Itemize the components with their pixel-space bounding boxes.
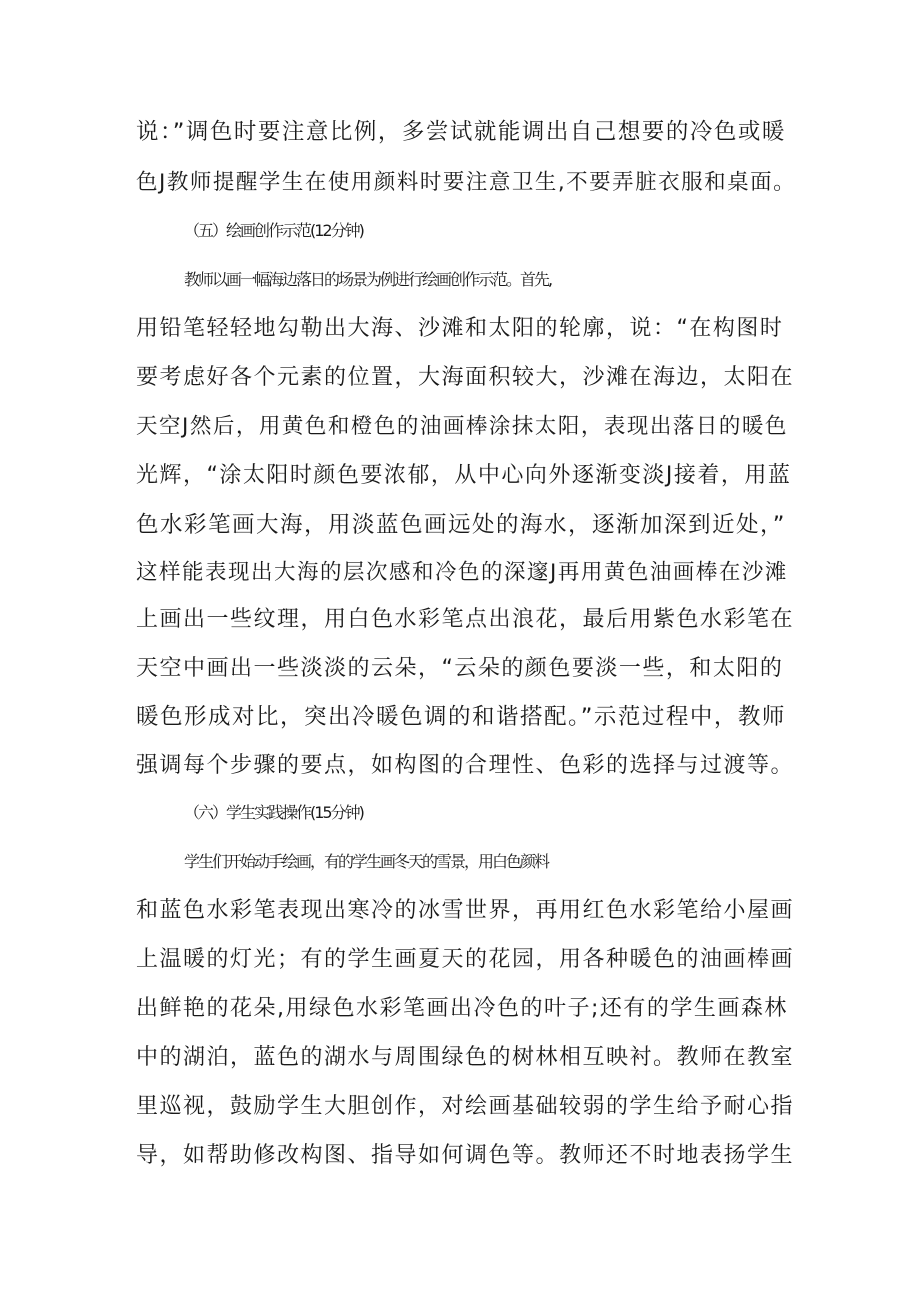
text-line: 强调每个步骤的要点，如构图的合理性、色彩的选择与过渡等。: [136, 753, 795, 778]
text-line: 天空J然后，用黄色和橙色的油画棒涂抹太阳，表现出落日的暖色: [136, 414, 788, 439]
text-line: 学生们开始动手绘画，有的学生画冬天的雪景，用白色颜料: [184, 852, 549, 871]
section-heading: （五）绘画创作示范(12分钟): [184, 221, 363, 240]
text-line: 里巡视，鼓励学生大胆创作，对绘画基础较弱的学生给予耐心指: [136, 1094, 795, 1119]
text-line: 色J教师提醒学生在使用颜料时要注意卫生,不要弄脏衣服和桌面。: [136, 170, 797, 195]
text-line: 暖色形成对比，突出冷暖色调的和谐搭配。”示范过程中，教师: [136, 704, 786, 730]
text-line: 导，如帮助修改构图、指导如何调色等。教师还不时地表扬学生: [136, 1143, 795, 1168]
text-line: 用铅笔轻轻地勾勒出大海、沙滩和太阳的轮廓，说：“在构图时: [136, 316, 784, 341]
text-line: 出鲜艳的花朵,用绿色水彩笔画出冷色的叶子;还有的学生画森林: [136, 996, 788, 1021]
text-line: 中的湖泊，蓝色的湖水与周围绿色的树林相互映衬。教师在教室: [136, 1045, 795, 1070]
text-line: 要考虑好各个元素的位置，大海面积较大，沙滩在海边，太阳在: [136, 365, 795, 390]
text-line: 教师以画一幅海边落日的场景为例进行绘画创作示范。首先,: [184, 270, 552, 289]
text-line: 这样能表现出大海的层次感和冷色的深邃J再用黄色油画棒在沙滩: [136, 560, 788, 585]
text-line: 上温暖的灯光；有的学生画夏天的花园，用各种暖色的油画棒画: [136, 947, 795, 972]
text-line: 和蓝色水彩笔表现出寒冷的冰雪世界，再用红色水彩笔给小屋画: [136, 898, 795, 923]
section-heading: （六）学生实践操作(15分钟): [184, 803, 363, 822]
text-line: 色水彩笔画大海，用淡蓝色画远处的海水，逐渐加深到近处，”: [136, 512, 786, 538]
text-line: 说：”调色时要注意比例，多尝试就能调出自己想要的冷色或暖: [136, 119, 786, 145]
text-line: 上画出一些纹理，用白色水彩笔点出浪花，最后用紫色水彩笔在: [136, 607, 795, 632]
text-line: 天空中画出一些淡淡的云朵，“云朵的颜色要淡一些，和太阳的: [136, 656, 784, 681]
text-line: 光辉，“涂太阳时颜色要浓郁，从中心向外逐渐变淡J接着，用蓝: [136, 463, 792, 488]
